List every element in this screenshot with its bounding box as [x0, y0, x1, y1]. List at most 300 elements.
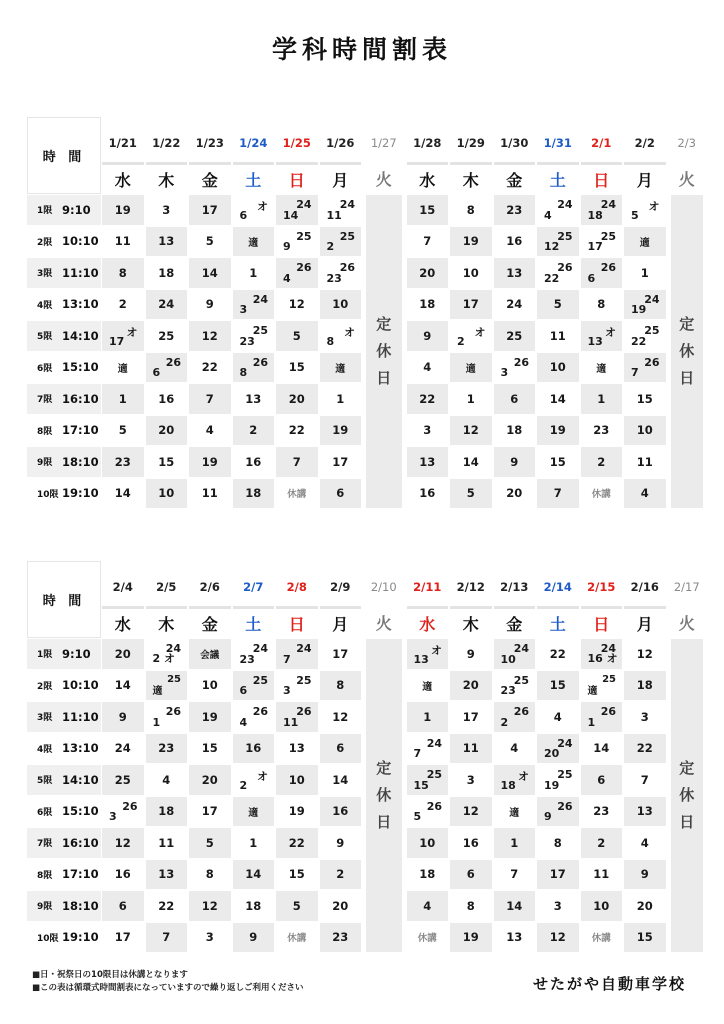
- lesson-number: 23: [239, 334, 255, 348]
- class-cell: 17: [114, 930, 131, 945]
- class-cell: 25: [102, 765, 144, 795]
- class-cell: [494, 671, 536, 701]
- class-cell: 1: [336, 391, 345, 406]
- time-header: 時 間: [27, 117, 101, 194]
- date-label: 2/17: [673, 579, 700, 594]
- class-cell: 9: [205, 297, 214, 312]
- class-cell: 10: [201, 678, 218, 693]
- period-number: 8限: [37, 426, 53, 437]
- lesson-superscript: 26: [339, 261, 355, 274]
- lesson-number: 7: [631, 366, 639, 379]
- date-label: 1/24: [239, 135, 268, 150]
- class-cell: [233, 321, 275, 351]
- period-time: 11:10: [62, 265, 99, 280]
- footnote-cyclic: ■この表は循環式時間割表になっていますので繰り返しご利用ください: [32, 983, 304, 993]
- class-cell: [407, 639, 449, 669]
- class-cell: [320, 195, 362, 225]
- class-cell: 23: [593, 423, 610, 438]
- class-cell: [320, 258, 362, 288]
- lesson-number: 7: [413, 747, 422, 760]
- class-cell: 8: [466, 898, 475, 913]
- class-cell: 14: [462, 454, 479, 469]
- class-cell: [276, 671, 318, 701]
- class-cell: [537, 258, 579, 288]
- lesson-superscript: 25: [252, 673, 268, 687]
- lesson-superscript: 25: [557, 229, 573, 243]
- class-cell: 14: [494, 891, 536, 921]
- class-cell: 11: [549, 328, 566, 343]
- date-label: 1/23: [195, 135, 224, 150]
- closed-char: 定: [679, 315, 695, 333]
- class-cell: 17: [189, 195, 231, 225]
- date-label: 1/25: [282, 135, 311, 150]
- period-number: 1限: [37, 650, 53, 661]
- lesson-superscript: 25: [600, 229, 616, 243]
- lesson-superscript: 24: [252, 292, 268, 306]
- class-cell: 7: [510, 867, 519, 882]
- class-cell: 13: [146, 227, 188, 257]
- class-cell: 4: [162, 772, 171, 787]
- class-cell: 13: [407, 447, 449, 477]
- class-cell: 10: [320, 290, 362, 320]
- class-cell: 7: [146, 923, 188, 953]
- weekday-label: 月: [320, 606, 362, 638]
- date-label: 2/15: [587, 579, 616, 594]
- lesson-number: 6: [239, 684, 248, 697]
- period-time: 19:10: [62, 486, 99, 501]
- period-label: [27, 734, 101, 764]
- period-time: 11:10: [62, 709, 99, 724]
- lesson-superscript: 25: [513, 673, 529, 687]
- page-title: 学科時間割表: [271, 35, 452, 64]
- class-cell: 9: [624, 860, 666, 890]
- lesson-superscript: 26: [296, 261, 312, 274]
- lesson-superscript: オ: [126, 326, 138, 339]
- class-cell: [450, 321, 492, 351]
- weekday-label: 水: [407, 162, 449, 194]
- date-label: 2/16: [630, 579, 659, 594]
- class-cell: 14: [593, 741, 610, 756]
- class-cell: [146, 671, 188, 701]
- lesson-superscript: 26: [513, 355, 529, 369]
- class-cell: 13: [245, 391, 262, 406]
- date-label: 1/21: [108, 135, 137, 150]
- class-cell: 16: [158, 391, 175, 406]
- period-time: 14:10: [62, 772, 99, 787]
- weekday-label: 金: [189, 606, 231, 638]
- lesson-number: 6: [239, 208, 248, 222]
- closed-char: 日: [679, 369, 695, 387]
- timetable-1: [27, 117, 707, 509]
- date-label: 2/8: [286, 579, 307, 594]
- class-cell: 18: [624, 671, 666, 701]
- class-cell: 2: [581, 828, 623, 858]
- class-cell: [233, 639, 275, 669]
- class-cell: [276, 639, 318, 669]
- class-cell: 7: [537, 479, 579, 509]
- lesson-superscript: 24: [513, 642, 529, 655]
- class-cell: 4: [205, 423, 214, 438]
- lesson-superscript: オ: [257, 770, 268, 783]
- class-cell: 24: [506, 297, 523, 312]
- class-cell: 10: [276, 765, 318, 795]
- class-cell: 7: [640, 772, 649, 787]
- period-label: [27, 828, 101, 858]
- lesson-number: 10: [500, 652, 516, 666]
- period-label: [27, 416, 101, 446]
- class-cell: 11: [450, 734, 492, 764]
- lesson-number: 3: [283, 684, 291, 697]
- lesson-superscript: 26: [165, 705, 181, 718]
- weekday-label: 金: [189, 162, 231, 194]
- period-label: [27, 860, 101, 890]
- closed-char: 日: [679, 813, 695, 831]
- period-time: 18:10: [62, 454, 99, 469]
- lesson-number: 11: [283, 715, 299, 729]
- class-cell: 19: [450, 227, 492, 257]
- class-cell: 12: [450, 797, 492, 827]
- date-label: 1/22: [152, 135, 181, 150]
- class-cell: 12: [636, 646, 653, 661]
- class-cell: [320, 227, 362, 257]
- class-cell: 20: [146, 416, 188, 446]
- class-cell: 適: [624, 227, 666, 257]
- class-cell: [624, 321, 666, 351]
- period-label: [27, 258, 101, 288]
- class-cell: 13: [494, 258, 536, 288]
- class-cell: 17: [332, 454, 349, 469]
- class-cell: 18: [419, 297, 436, 312]
- lesson-superscript: 26: [426, 799, 442, 813]
- class-cell: 16: [462, 835, 479, 850]
- class-cell: 1: [249, 265, 258, 280]
- lesson-superscript: 25: [426, 768, 442, 781]
- lesson-number: 6: [152, 366, 161, 379]
- class-cell: 24: [114, 741, 131, 756]
- weekday-label: 土: [233, 606, 275, 638]
- period-time: 16:10: [62, 835, 99, 850]
- closed-day-column: [366, 639, 402, 952]
- class-cell: 13: [506, 930, 523, 945]
- weekday-label: 土: [537, 162, 579, 194]
- class-cell: 15: [636, 391, 653, 406]
- period-label: [27, 891, 101, 921]
- class-cell: [407, 765, 449, 795]
- period-number: 3限: [37, 713, 53, 724]
- school-name: せたがや自動車学校: [532, 975, 686, 993]
- weekday-label: 火: [678, 169, 695, 189]
- period-time: 14:10: [62, 328, 99, 343]
- class-cell: 17: [462, 709, 479, 724]
- class-cell: [233, 702, 275, 732]
- lesson-number: 4: [283, 271, 291, 285]
- period-number: 5限: [37, 332, 53, 343]
- class-cell: 休講: [591, 489, 611, 501]
- period-label: [27, 479, 101, 509]
- lesson-superscript: 26: [296, 705, 312, 718]
- period-number: 9限: [37, 902, 53, 913]
- class-cell: 15: [158, 454, 175, 469]
- period-label: [27, 353, 101, 383]
- class-cell: [624, 353, 666, 383]
- lesson-superscript: オ: [344, 326, 355, 339]
- class-cell: 22: [407, 384, 449, 414]
- class-cell: 8: [466, 202, 475, 217]
- period-label: [27, 639, 101, 669]
- class-cell: 23: [146, 734, 188, 764]
- class-cell: 2: [118, 297, 127, 312]
- class-cell: 4: [640, 835, 649, 850]
- lesson-superscript: 25: [167, 673, 181, 685]
- period-number: 1限: [37, 206, 53, 217]
- class-cell: 1: [466, 391, 475, 406]
- closed-char: 定: [376, 315, 392, 333]
- class-cell: 20: [189, 765, 231, 795]
- class-cell: [494, 353, 536, 383]
- class-cell: 6: [102, 891, 144, 921]
- class-cell: 15: [288, 360, 305, 375]
- class-cell: 17: [537, 860, 579, 890]
- class-cell: [581, 671, 623, 701]
- weekday-label: 木: [450, 606, 492, 638]
- class-cell: 22: [624, 734, 666, 764]
- class-cell: 14: [332, 772, 349, 787]
- lesson-superscript: 26: [122, 799, 138, 813]
- date-label: 1/28: [413, 135, 442, 150]
- class-cell: 2: [581, 447, 623, 477]
- period-label: [27, 195, 101, 225]
- class-cell: [233, 290, 275, 320]
- class-cell: 適: [233, 797, 275, 827]
- weekday-label: 日: [581, 606, 623, 638]
- lesson-superscript: オ: [431, 644, 442, 657]
- class-cell: 3: [466, 772, 475, 787]
- period-label: [27, 702, 101, 732]
- class-cell: 25: [158, 328, 175, 343]
- lesson-superscript: 24: [252, 642, 268, 655]
- class-cell: 1: [581, 384, 623, 414]
- date-label: 2/14: [543, 579, 572, 594]
- lesson-number: 2: [326, 240, 335, 253]
- class-cell: 休講: [287, 489, 307, 501]
- lesson-number: 3: [500, 366, 509, 379]
- class-cell: 20: [450, 671, 492, 701]
- class-cell: 1: [640, 265, 649, 280]
- class-cell: 18: [233, 479, 275, 509]
- class-cell: 8: [320, 671, 362, 701]
- class-cell: [102, 321, 144, 351]
- class-cell: 5: [189, 828, 231, 858]
- class-cell: [276, 195, 318, 225]
- period-number: 6限: [37, 363, 53, 374]
- class-cell: 2: [233, 416, 275, 446]
- class-cell: 9: [407, 321, 449, 351]
- class-cell: 11: [158, 835, 175, 850]
- lesson-number: 1: [152, 715, 161, 729]
- class-cell: 16: [419, 486, 436, 501]
- class-cell: [494, 639, 536, 669]
- lesson-superscript: 24: [557, 198, 573, 211]
- class-cell: [494, 765, 536, 795]
- class-cell: 14: [549, 391, 566, 406]
- period-number: 4限: [37, 300, 53, 311]
- lesson-superscript: 25: [252, 324, 268, 337]
- class-cell: 20: [276, 384, 318, 414]
- lesson-number: 19: [544, 778, 560, 792]
- period-time: 19:10: [62, 930, 99, 945]
- footnotes: [32, 969, 304, 995]
- class-cell: 6: [581, 765, 623, 795]
- time-header: 時 間: [27, 561, 101, 638]
- lesson-number: 15: [413, 778, 429, 792]
- date-label: 2/2: [634, 135, 655, 150]
- class-cell: 20: [506, 486, 523, 501]
- class-cell: 20: [636, 898, 653, 913]
- class-cell: 12: [189, 321, 231, 351]
- date-label: 2/1: [591, 135, 612, 150]
- class-cell: 1: [494, 828, 536, 858]
- class-cell: 14: [114, 486, 131, 501]
- class-cell: 11: [593, 867, 610, 882]
- lesson-number: 22: [631, 334, 647, 348]
- weekday-label: 木: [450, 162, 492, 194]
- period-number: 2限: [37, 681, 53, 692]
- period-label: [27, 290, 101, 320]
- period-time: 10:10: [62, 678, 99, 693]
- lesson-number: 11: [326, 208, 342, 222]
- class-cell: 22: [158, 898, 175, 913]
- class-cell: [146, 639, 188, 669]
- weekday-label: 月: [624, 606, 666, 638]
- class-cell: 9: [466, 646, 475, 661]
- class-cell: 12: [288, 297, 305, 312]
- lesson-number: 2: [239, 778, 248, 792]
- class-cell: 9: [494, 447, 536, 477]
- closed-day-column: [671, 639, 704, 952]
- class-cell: 会議: [189, 639, 231, 669]
- lesson-number: 3: [109, 810, 117, 823]
- date-label: 2/7: [243, 579, 264, 594]
- date-label: 1/30: [500, 135, 529, 150]
- lesson-superscript: オ: [474, 326, 486, 339]
- timetable-2: [27, 561, 707, 953]
- class-cell: 13: [146, 860, 188, 890]
- lesson-number: 適: [152, 686, 163, 697]
- weekday-label: 日: [581, 162, 623, 194]
- weekday-label: 木: [146, 606, 188, 638]
- class-cell: 3: [162, 202, 171, 217]
- weekday-label: 火: [375, 169, 392, 189]
- period-number: 9限: [37, 458, 53, 469]
- lesson-superscript: 25: [296, 229, 312, 243]
- lesson-superscript: オ: [648, 200, 660, 213]
- closed-char: 日: [376, 369, 392, 387]
- period-time: 13:10: [62, 741, 99, 756]
- class-cell: [581, 702, 623, 732]
- class-cell: 22: [201, 360, 218, 375]
- lesson-number: 14: [283, 208, 299, 222]
- class-cell: 1: [407, 702, 449, 732]
- lesson-superscript: 26: [600, 705, 616, 718]
- class-cell: [146, 702, 188, 732]
- class-cell: 19: [450, 923, 492, 953]
- lesson-number: 22: [544, 271, 560, 285]
- class-cell: 13: [288, 741, 305, 756]
- closed-day-column: [671, 195, 704, 508]
- class-cell: [276, 258, 318, 288]
- lesson-number: 4: [544, 208, 552, 222]
- class-cell: [233, 195, 275, 225]
- date-label: 1/27: [370, 135, 397, 150]
- class-cell: [581, 258, 623, 288]
- class-cell: 休講: [417, 933, 437, 945]
- lesson-superscript: オ: [257, 200, 268, 213]
- lesson-superscript: 26: [252, 705, 268, 718]
- lesson-superscript: 24: [165, 642, 181, 655]
- class-cell: 5: [450, 479, 492, 509]
- class-cell: [102, 797, 144, 827]
- class-cell: 18: [419, 867, 436, 882]
- period-number: 7限: [37, 839, 53, 850]
- class-cell: 20: [332, 898, 349, 913]
- lesson-superscript: 24: [296, 198, 312, 211]
- class-cell: 16: [245, 454, 262, 469]
- date-label: 2/12: [456, 579, 485, 594]
- class-cell: 6: [494, 384, 536, 414]
- lesson-superscript: 26: [644, 355, 660, 369]
- class-cell: 8: [597, 297, 606, 312]
- closed-day-column: [366, 195, 402, 508]
- class-cell: 7: [189, 384, 231, 414]
- class-cell: 12: [189, 891, 231, 921]
- class-cell: 12: [102, 828, 144, 858]
- closed-char: 休: [376, 342, 392, 360]
- closed-char: 日: [376, 813, 392, 831]
- class-cell: [276, 227, 318, 257]
- lesson-number: 6: [587, 271, 596, 285]
- lesson-superscript: 24: [644, 292, 660, 306]
- class-cell: 16: [506, 234, 523, 249]
- class-cell: 3: [205, 930, 214, 945]
- period-label: [27, 227, 101, 257]
- period-label: [27, 447, 101, 477]
- period-number: 10限: [37, 489, 59, 500]
- class-cell: 8: [553, 835, 562, 850]
- period-time: 18:10: [62, 898, 99, 913]
- lesson-number: 3: [239, 303, 248, 316]
- period-label: [27, 321, 101, 351]
- class-cell: 10: [407, 828, 449, 858]
- class-cell: 19: [537, 416, 579, 446]
- class-cell: 13: [624, 797, 666, 827]
- lesson-number: 5: [413, 810, 422, 823]
- class-cell: 10: [581, 891, 623, 921]
- class-cell: 11: [201, 486, 218, 501]
- lesson-number: 8: [326, 334, 335, 348]
- lesson-superscript: 25: [602, 673, 616, 685]
- date-label: 1/29: [456, 135, 485, 150]
- class-cell: 18: [146, 797, 188, 827]
- class-cell: 15: [407, 195, 449, 225]
- class-cell: 休講: [287, 933, 307, 945]
- lesson-number: 2: [500, 715, 509, 729]
- class-cell: 19: [288, 804, 305, 819]
- class-cell: 15: [288, 867, 305, 882]
- lesson-superscript: 24: [557, 736, 573, 750]
- lesson-number: 17: [109, 334, 125, 348]
- date-label: 2/11: [413, 579, 442, 594]
- lesson-number: 16 オ: [587, 651, 618, 665]
